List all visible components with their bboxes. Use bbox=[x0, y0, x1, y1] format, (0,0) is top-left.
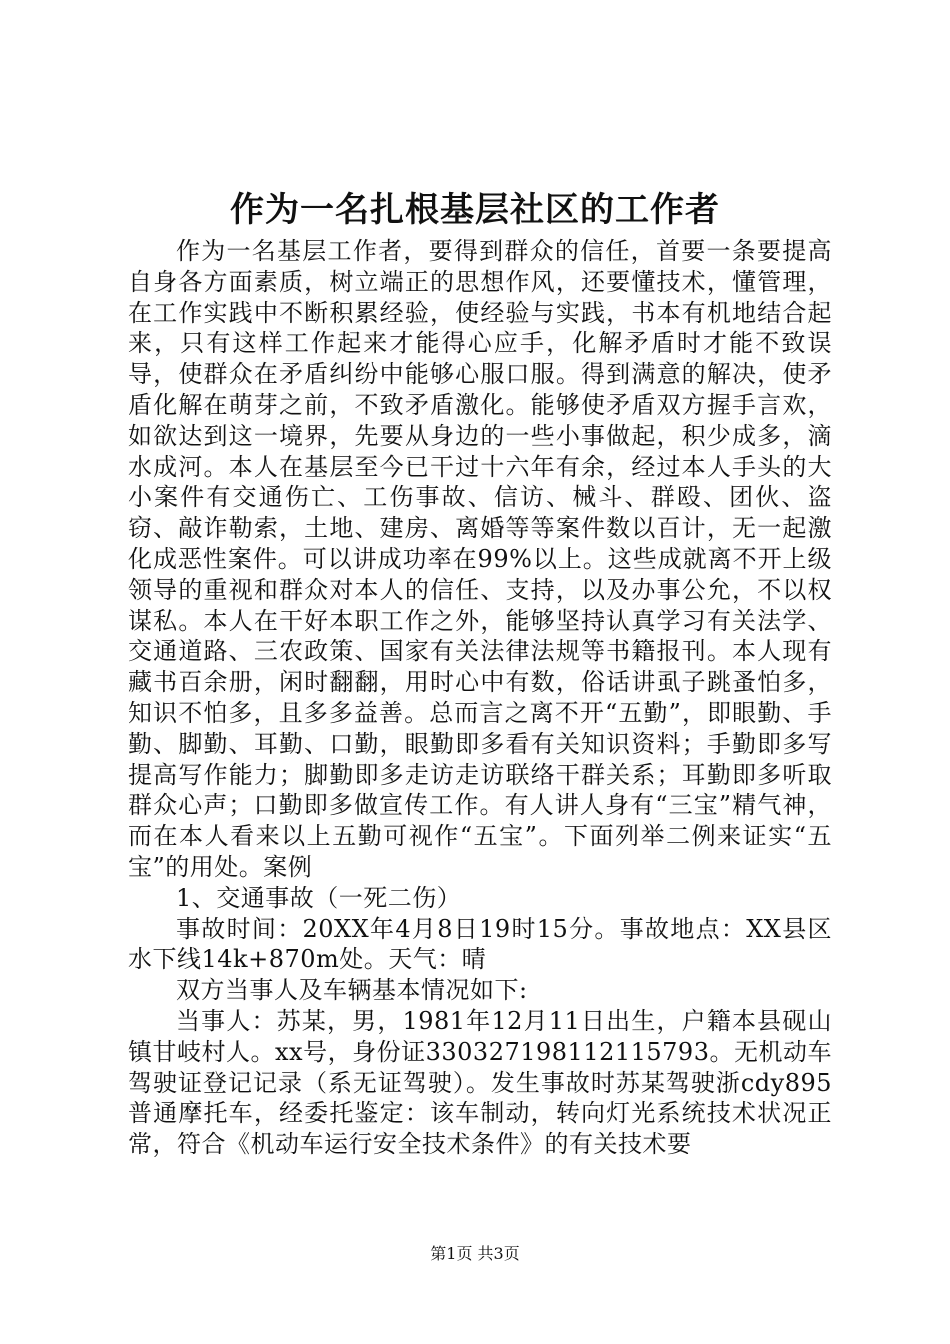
body-paragraph: 事故时间：20XX年4月8日19时15分。事故地点：XX县区水下线14k+870m处。天气：晴 bbox=[128, 914, 832, 974]
case-heading: 1、交通事故（一死二伤） bbox=[176, 883, 462, 912]
document-title: 作为一名扎根基层社区的工作者 bbox=[230, 190, 720, 230]
body-paragraph: 当事人：苏某，男，1981年12月11日出生，户籍本县砚山镇甘岐村人。xx号，身份证330327198112115793。无机动车驾驶证登记记录（系无证驾驶）。发生事故时苏某驾驶浙cdy895普通摩托车，经委托鉴定：该车制动，转向灯光系统技术状况正常，符合《机动车运行安全技术条件》的有关技术要 bbox=[128, 1006, 832, 1159]
body-paragraph: 作为一名基层工作者，要得到群众的信任，首要一条要提高自身各方面素质，树立端正的思想作风，还要懂技术，懂管理，在工作实践中不断积累经验，使经验与实践，书本有机地结合起来，只有这样工作起来才能得心应手，化解矛盾时才能不致误导，使群众在矛盾纠纷中能够心服口服。得到满意的解决，使矛盾化解在萌芽之前，不致矛盾激化。能够使矛盾双方握手言欢，如欲达到这一境界，先要从身边的一些小事做起，积少成多，滴水成河。本人在基层至今已干过十六年有余，经过本人手头的大小案件有交通伤亡、工伤事故、信访、械斗、群殴、团伙、盗窃、敲诈勒索，土地、建房、离婚等等案件数以百计，无一起激化成恶性案件。可以讲成功率在99%以上。这些成就离不开上级领导的重视和群众对本人的信任、支持，以及办事公允，不以权谋私。本人在干好本职工作之外，能够坚持认真学习有关法学、交通道路、三农政策、国家有关法律法规等书籍报刊。本人现有藏书百余册，闲时翻翻，用时心中有数，俗话讲虱子跳蚤怕多，知识不怕多，且多多益善。总而言之离不开“五勤”，即眼勤、手勤、脚勤、耳勤、口勤，眼勤即多看有关知识资料；手勤即多写提高写作能力；脚勤即多走访走访联络干群关系；耳勤即多听取群众心声；口勤即多做宣传工作。有人讲人身有“三宝”精气神，而在本人看来以上五勤可视作“五宝”。下面列举二例来证实“五宝”的用处。案例 bbox=[128, 237, 832, 881]
page-footer: 第1页 共3页 bbox=[430, 1244, 520, 1263]
body-paragraph: 双方当事人及车辆基本情况如下: bbox=[176, 976, 528, 1005]
document-body bbox=[128, 236, 832, 1160]
